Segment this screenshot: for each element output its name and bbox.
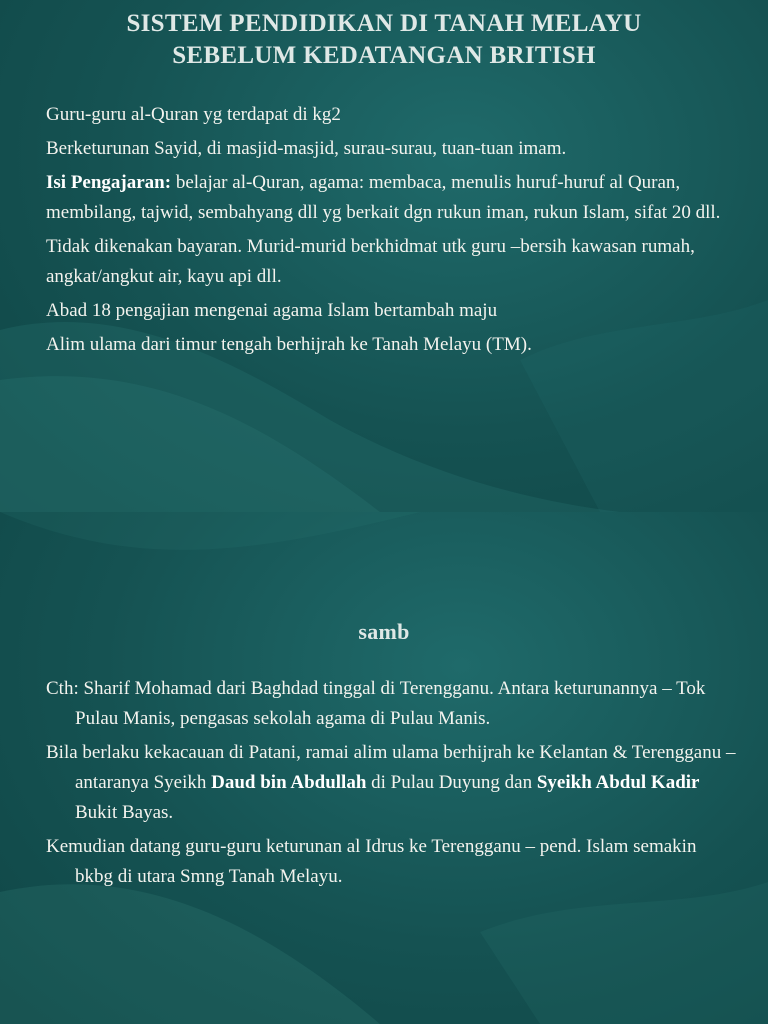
slide-title: samb xyxy=(358,619,410,644)
slide-2 xyxy=(0,512,768,1024)
bullet-text: Tidak dikenakan bayaran. Murid-murid berkhidmat utk guru –bersih kawasan rumah, angkat/angkut air, kayu api dll. xyxy=(46,236,695,287)
bold-label: Isi Pengajaran: xyxy=(46,172,172,193)
bullet-text: Alim ulama dari timur tengah berhijrah ke Tanah Melayu (TM). xyxy=(46,334,532,355)
text-span: di Pulau Duyung dan xyxy=(366,772,537,793)
slide-title xyxy=(0,8,768,72)
bullet-text: Guru-guru al-Quran yg terdapat di kg2 xyxy=(46,104,341,125)
bold-name: Daud bin Abdullah xyxy=(211,772,367,793)
bullet-text xyxy=(46,168,736,228)
title-line-2: SEBELUM KEDATANGAN BRITISH xyxy=(172,42,596,69)
slide-body xyxy=(46,100,736,364)
bullet-text-rest: belajar al-Quran, agama: membaca, menulis huruf-huruf al Quran, membilang, tajwid, sembahyang dll yg berkait dgn rukun iman, rukun Islam, sifat 20 dll. xyxy=(46,172,721,223)
slide-body xyxy=(46,674,736,896)
bullet-text xyxy=(46,738,736,828)
bold-name: Syeikh Abdul Kadir xyxy=(536,772,700,793)
bullet-text: Kemudian datang guru-guru keturunan al Idrus ke Terengganu – pend. Islam semakin bkbg di utara Smng Tanah Melayu. xyxy=(46,836,697,887)
title-line-1: SISTEM PENDIDIKAN DI TANAH MELAYU xyxy=(126,10,642,37)
bullet-text: Berketurunan Sayid, di masjid-masjid, surau-surau, tuan-tuan imam. xyxy=(46,138,567,159)
text-span: Bukit Bayas. xyxy=(75,802,174,823)
bullet-text: Cth: Sharif Mohamad dari Baghdad tinggal di Terengganu. Antara keturunannya – Tok Pulau Manis, pengasas sekolah agama di Pulau Manis. xyxy=(46,678,706,729)
bullet-text: Abad 18 pengajian mengenai agama Islam bertambah maju xyxy=(46,300,498,321)
text-span: Bila berlaku kekacauan di Patani, ramai alim ulama berhijrah ke Kelantan & Terengganu – antaranya Syeikh xyxy=(46,742,736,793)
